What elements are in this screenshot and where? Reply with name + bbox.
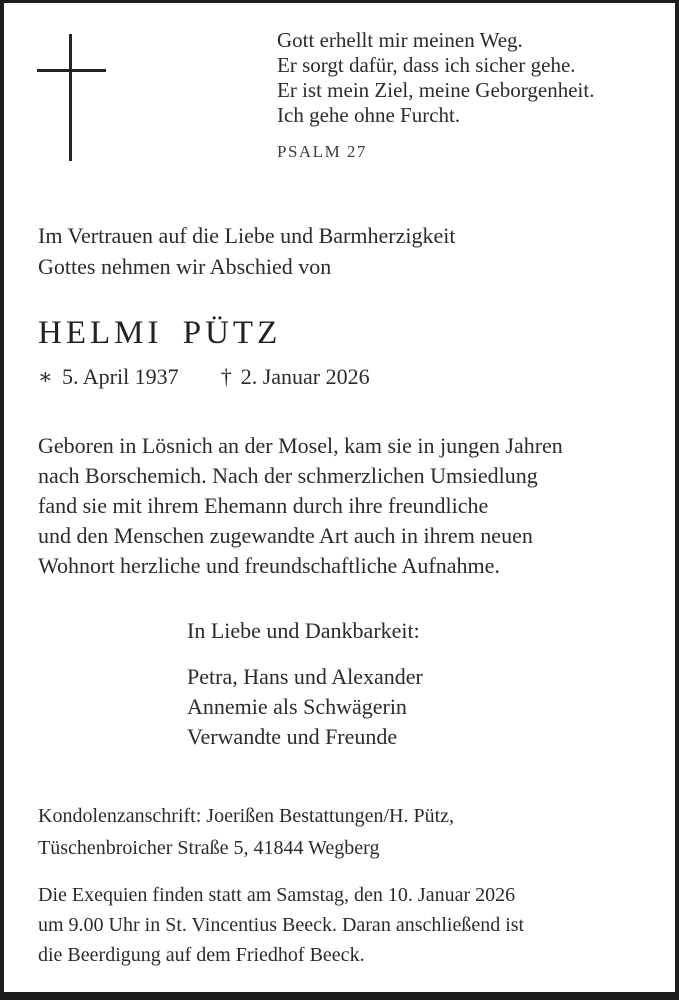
biography-line: Geboren in Lösnich an der Mosel, kam sie in jungen Jahren [38,433,563,458]
intro-line: Im Vertrauen auf die Liebe und Barmherzigkeit [38,223,456,248]
intro-line: Gottes nehmen wir Abschied von [38,254,332,279]
verse-line: Ich gehe ohne Furcht. [277,103,461,127]
condolence-line: Tüschenbroicher Straße 5, 41844 Wegberg [38,837,380,859]
intro-text [38,220,455,282]
funeral-line: die Beerdigung auf dem Friedhof Beeck. [38,944,365,966]
tribute-block [187,616,423,752]
death-date-group [221,364,370,389]
biography-line: Wohnort herzliche und freundschaftliche Aufnahme. [38,553,500,578]
funeral-info [38,880,524,970]
death-date: 2. Januar 2026 [240,364,370,389]
death-symbol: † [220,364,232,389]
life-dates [38,362,370,392]
biography-line: nach Borschemich. Nach der schmerzlichen Umsiedlung [38,463,538,488]
funeral-line: Die Exequien finden statt am Samstag, den 10. Januar 2026 [38,884,516,906]
biography-line: fand sie mit ihrem Ehemann durch ihre freundliche [38,493,489,518]
funeral-line: um 9.00 Uhr in St. Vincentius Beeck. Daran anschließend ist [38,914,525,936]
mourner-line: Annemie als Schwägerin [187,694,407,719]
tribute-heading: In Liebe und Dankbarkeit: [187,618,420,643]
condolence-address [38,800,454,864]
verse-block [277,28,594,164]
cross-vertical-bar [69,34,72,161]
verse-source: PSALM 27 [277,142,367,161]
verse-line: Er sorgt dafür, dass ich sicher gehe. [277,53,576,77]
birth-date: 5. April 1937 [61,364,179,389]
mourner-line: Verwandte und Freunde [187,724,398,749]
birth-symbol: ∗ [38,364,53,389]
condolence-line: Kondolenzanschrift: Joerißen Bestattungen/H. Pütz, [38,805,455,827]
verse-line: Er ist mein Ziel, meine Geborgenheit. [277,78,595,102]
cross-horizontal-bar [37,69,106,72]
biography-text [38,431,563,581]
deceased-name: HELMI PÜTZ [38,315,282,351]
biography-line: und den Menschen zugewandte Art auch in ihrem neuen [38,523,533,548]
verse-line: Gott erhellt mir meinen Weg. [277,28,523,52]
mourner-line: Petra, Hans und Alexander [187,664,423,689]
birth-date-group [38,364,179,389]
